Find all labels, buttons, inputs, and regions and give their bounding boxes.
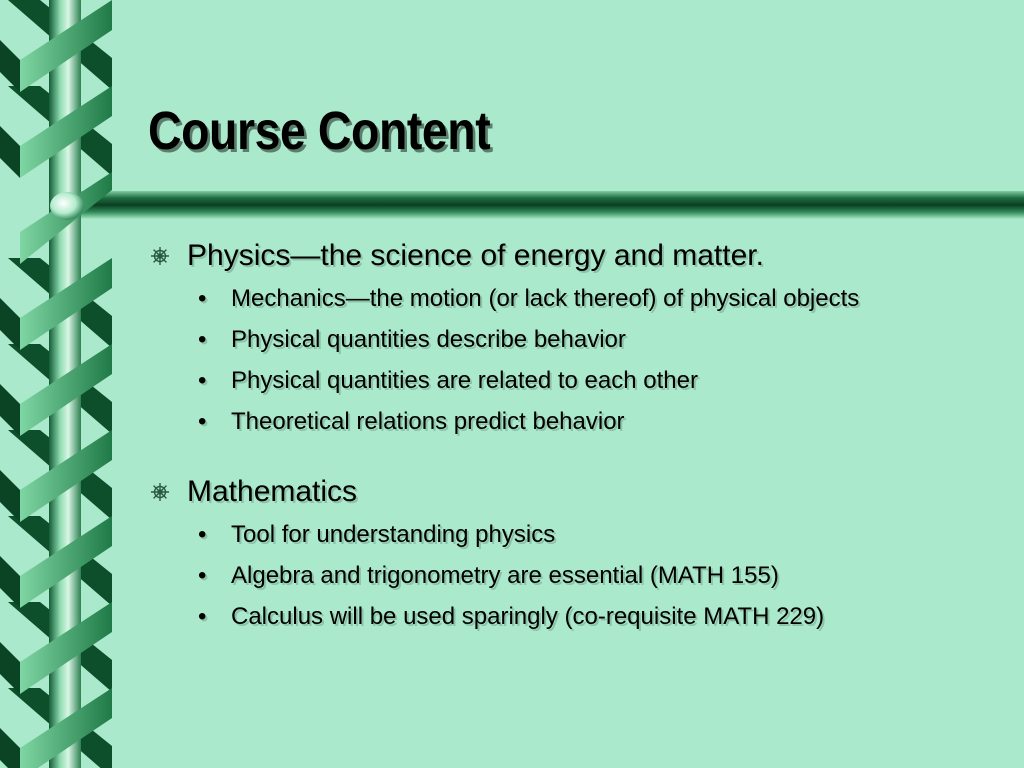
list-item (148, 596, 1008, 637)
bullet-glyph: • (198, 407, 207, 435)
bullet-mathematics (148, 472, 1008, 512)
list-item-text: Algebra and trigonometry are essential (MATH 155) (231, 561, 779, 589)
bullet-glyph: • (198, 561, 207, 589)
ribbon-left-edge (0, 40, 20, 768)
list-item-text: Calculus will be used sparingly (co-requisite MATH 229) (231, 602, 825, 630)
bullet-glyph: • (198, 366, 207, 394)
slide-title: Course Content (148, 101, 491, 161)
list-item (148, 360, 1008, 401)
list-item (148, 401, 1008, 442)
list-item (148, 514, 1008, 555)
mathematics-subitems (148, 514, 1008, 637)
bullet-glyph: • (198, 602, 207, 630)
section-heading: Physics—the science of energy and matter. (187, 239, 764, 272)
physics-subitems (148, 278, 1008, 442)
slide-content (148, 236, 1008, 667)
bullet-glyph: • (198, 284, 207, 312)
section-mathematics (148, 472, 1008, 637)
list-item-text: Physical quantities are related to each other (231, 366, 698, 394)
list-item (148, 319, 1008, 360)
bullet-glyph: • (198, 325, 207, 353)
list-item (148, 278, 1008, 319)
list-item-text: Physical quantities describe behavior (231, 325, 626, 353)
ship-wheel-icon (150, 482, 170, 502)
list-item-text: Tool for understanding physics (231, 520, 556, 548)
bullet-glyph: • (198, 520, 207, 548)
pole-knob (50, 192, 84, 220)
section-physics (148, 236, 1008, 442)
list-item-text: Mechanics—the motion (or lack thereof) of physical objects (231, 284, 860, 312)
title-divider-bar (60, 191, 1024, 219)
list-item (148, 555, 1008, 596)
section-heading: Mathematics (187, 475, 358, 508)
list-item-text: Theoretical relations predict behavior (231, 407, 625, 435)
bullet-physics (148, 236, 1008, 276)
ship-wheel-icon (150, 246, 170, 266)
